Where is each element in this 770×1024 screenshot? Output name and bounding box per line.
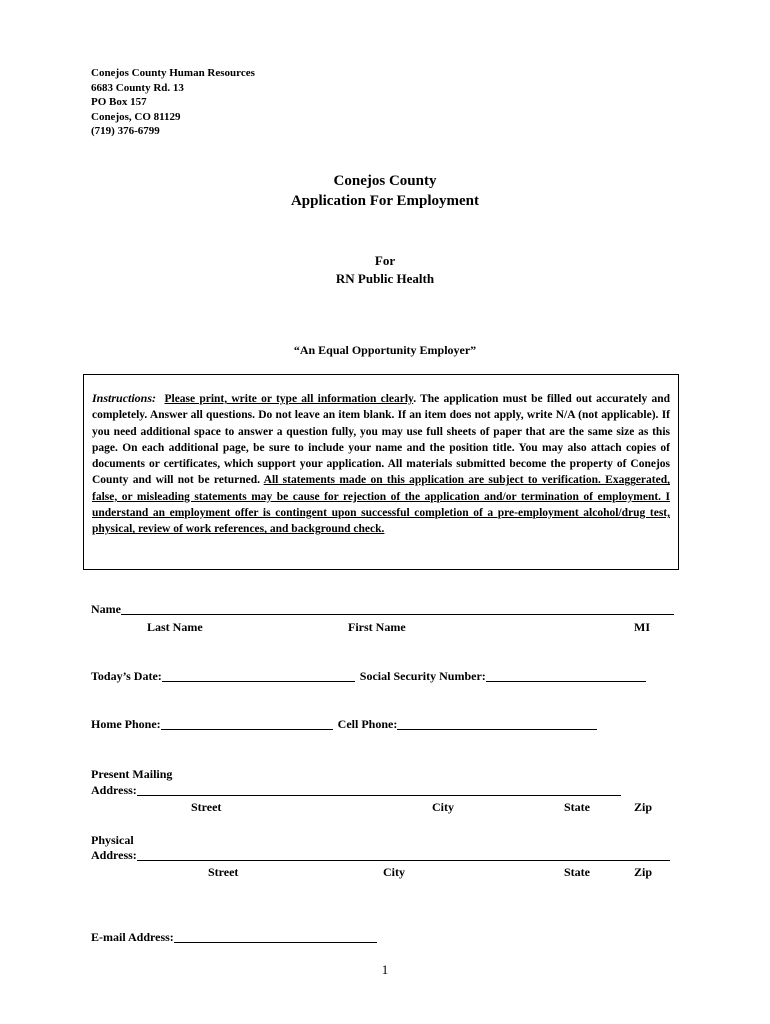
position-heading xyxy=(0,252,770,287)
date-ssn-row xyxy=(91,669,646,684)
hr-address-block xyxy=(91,66,255,139)
name-field[interactable] xyxy=(121,603,674,615)
todays-date-label: Today’s Date: xyxy=(91,669,162,683)
physical-state-caption: State xyxy=(564,865,590,879)
org-city-state: Conejos, CO 81129 xyxy=(91,110,181,123)
equal-opportunity-statement: “An Equal Opportunity Employer” xyxy=(293,343,477,357)
name-row xyxy=(91,602,674,617)
cell-phone-label: Cell Phone: xyxy=(337,717,398,731)
name-label: Name xyxy=(91,602,121,616)
home-phone-label: Home Phone: xyxy=(91,717,161,731)
mailing-label-line2: Address: xyxy=(91,783,137,797)
instructions-lead: Instructions: xyxy=(92,391,157,405)
last-name-caption: Last Name xyxy=(147,620,203,634)
email-label: E-mail Address: xyxy=(91,930,174,944)
physical-address-field[interactable] xyxy=(137,849,670,861)
instructions-verification: All statements made on this application are subject to verification. Exaggerated, false, or misleading statements may be cause for rejection of the application and/or termination of employment. I understand an employment offer is contingent upon successful completion of a pre-employment alcohol/drug test, physical, review of work references, and background check. xyxy=(92,474,670,536)
physical-street-caption: Street xyxy=(208,865,239,879)
mailing-label-line1: Present Mailing xyxy=(91,767,173,781)
org-name: Conejos County Human Resources xyxy=(91,67,255,79)
position-title: RN Public Health xyxy=(335,270,435,286)
document-title xyxy=(0,171,770,211)
for-label: For xyxy=(374,253,396,268)
mi-caption: MI xyxy=(634,620,650,634)
physical-city-caption: City xyxy=(383,865,405,879)
instructions-body: . The application must be filled out accurately and completely. Answer all questions. Do not leave an item blank. If an item does not apply, write N/A (not applicable). If you need additional space to answer a question fully, you may use full sheets of paper that are the same size as this page. On each additional page, be sure to include your name and the position title. You may also attach copies of documents or certificates, which support your application. All materials submitted become the property of Conejos County and will not be returned. xyxy=(92,393,671,487)
mailing-address-row xyxy=(91,783,621,798)
title-county: Conejos County xyxy=(333,173,437,189)
physical-label-line1: Physical xyxy=(91,833,134,847)
org-po-box: PO Box 157 xyxy=(91,96,147,109)
physical-zip-caption: Zip xyxy=(634,865,653,879)
ssn-field[interactable] xyxy=(486,670,646,682)
org-phone: (719) 376-6799 xyxy=(91,125,160,138)
first-name-caption: First Name xyxy=(348,620,406,634)
instructions-box xyxy=(83,374,679,570)
org-street: 6683 County Rd. 13 xyxy=(91,81,184,94)
home-phone-field[interactable] xyxy=(161,718,333,730)
title-application: Application For Employment xyxy=(290,193,480,209)
todays-date-field[interactable] xyxy=(162,670,355,682)
phone-row xyxy=(91,717,597,732)
ssn-label: Social Security Number: xyxy=(359,669,486,683)
email-field[interactable] xyxy=(174,931,377,943)
mailing-state-caption: State xyxy=(564,800,590,814)
instructions-print-clearly: Please print, write or type all information clearly xyxy=(164,393,414,405)
mailing-city-caption: City xyxy=(432,800,454,814)
mailing-zip-caption: Zip xyxy=(634,800,653,814)
email-row xyxy=(91,930,377,945)
cell-phone-field[interactable] xyxy=(397,718,597,730)
physical-label-line2: Address: xyxy=(91,848,137,862)
page-number: 1 xyxy=(381,962,389,977)
physical-address-row xyxy=(91,848,670,863)
mailing-address-field[interactable] xyxy=(137,784,621,796)
mailing-street-caption: Street xyxy=(191,800,222,814)
